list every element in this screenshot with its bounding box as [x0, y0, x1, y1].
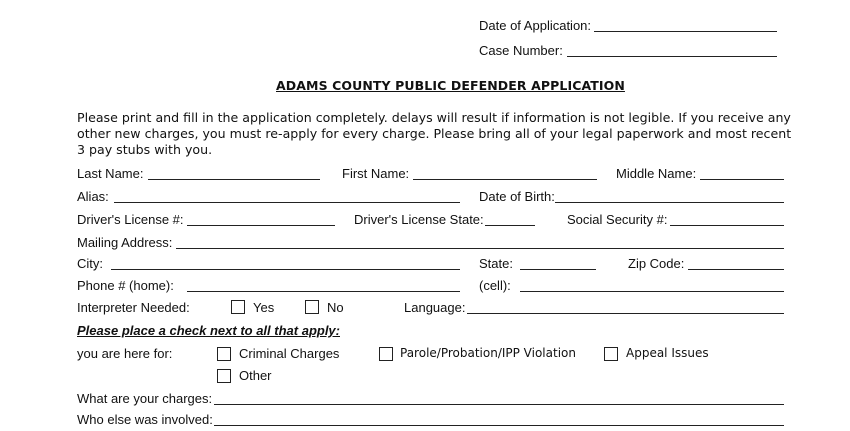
language-label: Language:	[404, 300, 466, 315]
what-are-your-charges-label: What are your charges:	[77, 391, 213, 406]
zip-code-field[interactable]	[688, 269, 784, 270]
parole-violation-label: Parole/Probation/IPP Violation	[400, 346, 576, 360]
interpreter-needed-label: Interpreter Needed:	[77, 300, 190, 315]
last-name-field[interactable]	[148, 179, 320, 180]
date-of-birth-label: Date of Birth:	[479, 189, 555, 204]
drivers-license-label: Driver's License #:	[77, 212, 184, 227]
criminal-charges-label: Criminal Charges	[239, 346, 340, 361]
drivers-license-state-label: Driver's License State:	[354, 212, 484, 227]
cell-label: (cell):	[479, 278, 511, 293]
appeal-issues-checkbox[interactable]	[604, 347, 618, 361]
drivers-license-field[interactable]	[187, 225, 335, 226]
mailing-address-field[interactable]	[176, 248, 784, 249]
first-name-field[interactable]	[413, 179, 597, 180]
date-of-application-label: Date of Application:	[479, 18, 592, 33]
interpreter-yes-checkbox[interactable]	[231, 300, 245, 314]
alias-field[interactable]	[114, 202, 460, 203]
case-number-field[interactable]	[567, 56, 777, 57]
social-security-label: Social Security #:	[567, 212, 668, 227]
instructions-paragraph: Please print and fill in the application completely. delays will result if information is not legible. If you receive any other new charges, you must re-apply for every charge. Please bring all of your legal paperwork and most recent 3 pay stubs with you.	[77, 110, 792, 157]
you-are-here-for-label: you are here for:	[77, 346, 173, 361]
drivers-license-state-field[interactable]	[485, 225, 535, 226]
city-field[interactable]	[111, 269, 460, 270]
mailing-address-label: Mailing Address:	[77, 235, 173, 250]
middle-name-field[interactable]	[700, 179, 784, 180]
zip-code-label: Zip Code:	[628, 256, 685, 271]
what-are-your-charges-field[interactable]	[214, 404, 784, 405]
state-label: State:	[479, 256, 513, 271]
other-checkbox[interactable]	[217, 369, 231, 383]
interpreter-yes-label: Yes	[253, 300, 275, 315]
who-else-was-involved-label: Who else was involved:	[77, 412, 213, 427]
cell-field[interactable]	[520, 291, 784, 292]
criminal-charges-checkbox[interactable]	[217, 347, 231, 361]
date-of-birth-field[interactable]	[555, 202, 784, 203]
last-name-label: Last Name:	[77, 166, 144, 181]
page-title: ADAMS COUNTY PUBLIC DEFENDER APPLICATION	[276, 78, 625, 93]
alias-label: Alias:	[77, 189, 109, 204]
first-name-label: First Name:	[342, 166, 410, 181]
case-number-label: Case Number:	[479, 43, 563, 58]
phone-home-label: Phone # (home):	[77, 278, 174, 293]
other-label: Other	[239, 368, 272, 383]
who-else-was-involved-field[interactable]	[214, 425, 784, 426]
state-field[interactable]	[520, 269, 596, 270]
interpreter-no-label: No	[327, 300, 344, 315]
city-label: City:	[77, 256, 103, 271]
interpreter-no-checkbox[interactable]	[305, 300, 319, 314]
social-security-field[interactable]	[670, 225, 784, 226]
appeal-issues-label: Appeal Issues	[626, 346, 709, 360]
date-of-application-field[interactable]	[594, 31, 777, 32]
phone-home-field[interactable]	[187, 291, 460, 292]
parole-violation-checkbox[interactable]	[379, 347, 393, 361]
middle-name-label: Middle Name:	[616, 166, 697, 181]
language-field[interactable]	[467, 313, 784, 314]
check-section-heading: Please place a check next to all that apply:	[77, 323, 340, 338]
